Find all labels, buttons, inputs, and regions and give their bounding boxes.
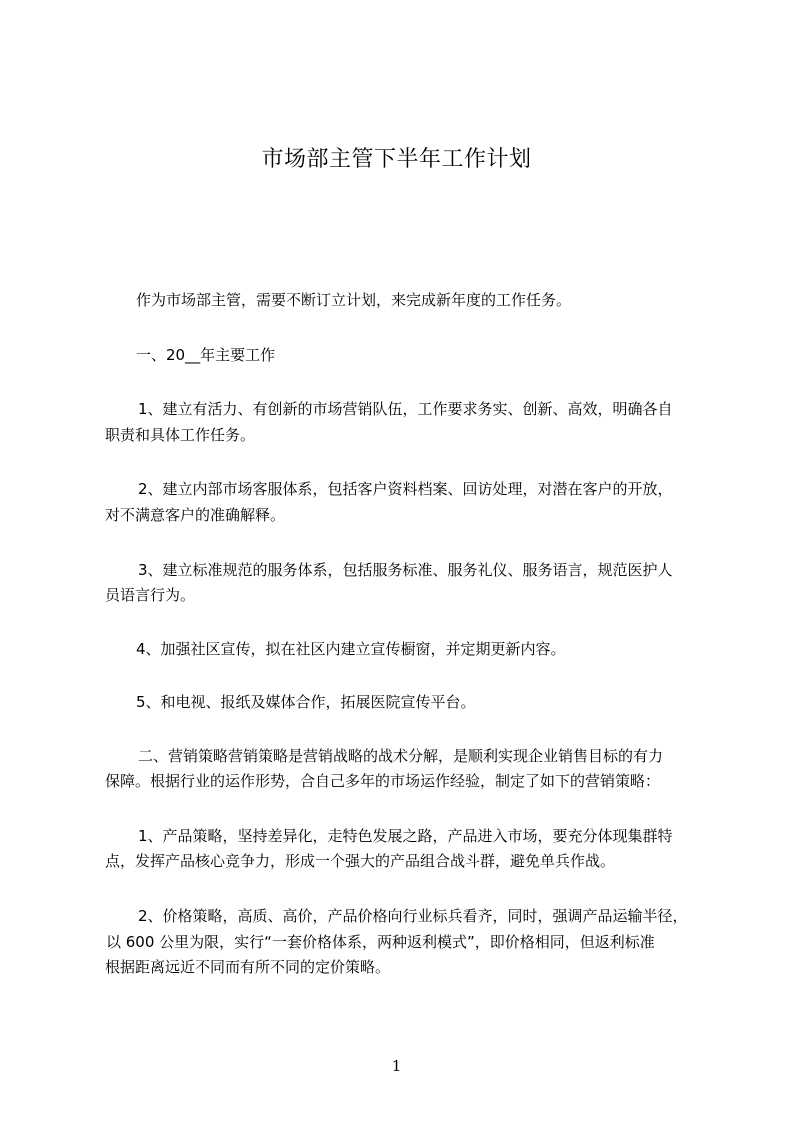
- item-5: 5、和电视、报纸及媒体合作，拓展医院宣传平台。: [136, 693, 476, 711]
- strategy-2-line-2: 以 600 公里为限，实行“一套价格体系，两种返利模式”，即价格相同，但返利标准: [106, 933, 655, 951]
- section-2-line-1: 二、营销策略营销策略是营销战略的战术分解，是顺利实现企业销售目标的有力: [138, 747, 664, 765]
- strategy-2-line-3: 根据距离远近不同而有所不同的定价策略。: [105, 958, 391, 976]
- strategy-1-line-1: 1、产品策略，坚持差异化，走特色发展之路，产品进入市场，要充分体现集群特: [138, 827, 673, 845]
- item-3-line-2: 员语言行为。: [105, 586, 196, 604]
- document-title: 市场部主管下半年工作计划: [261, 147, 532, 172]
- strategy-2-line-1: 2、价格策略，高质、高价，产品价格向行业标兵看齐，同时，强调产品运输半径，: [138, 907, 688, 925]
- intro-paragraph: 作为市场部主管，需要不断订立计划，来完成新年度的工作任务。: [136, 291, 572, 309]
- item-2-line-1: 2、建立内部市场客服体系，包括客户资料档案、回访处理，对潜在客户的开放，: [138, 480, 673, 498]
- item-1-line-1: 1、建立有活力、有创新的市场营销队伍，工作要求务实、创新、高效，明确各自: [138, 400, 673, 418]
- item-3-line-1: 3、建立标准规范的服务体系，包括服务标准、服务礼仪、服务语言，规范医护人: [138, 561, 673, 579]
- item-1-line-2: 职责和具体工作任务。: [105, 426, 256, 444]
- section-2-line-2: 保障。根据行业的运作形势，合自己多年的市场运作经验，制定了如下的营销策略：: [105, 772, 661, 790]
- section-1-heading: 一、20__年主要工作: [136, 346, 276, 364]
- page-number: 1: [391, 1057, 402, 1075]
- item-2-line-2: 对不满意客户的准确解释。: [105, 506, 286, 524]
- strategy-1-line-2: 点，发挥产品核心竞争力，形成一个强大的产品组合战斗群，避免单兵作战。: [105, 852, 616, 870]
- item-4: 4、加强社区宣传，拟在社区内建立宣传橱窗，并定期更新内容。: [136, 640, 566, 658]
